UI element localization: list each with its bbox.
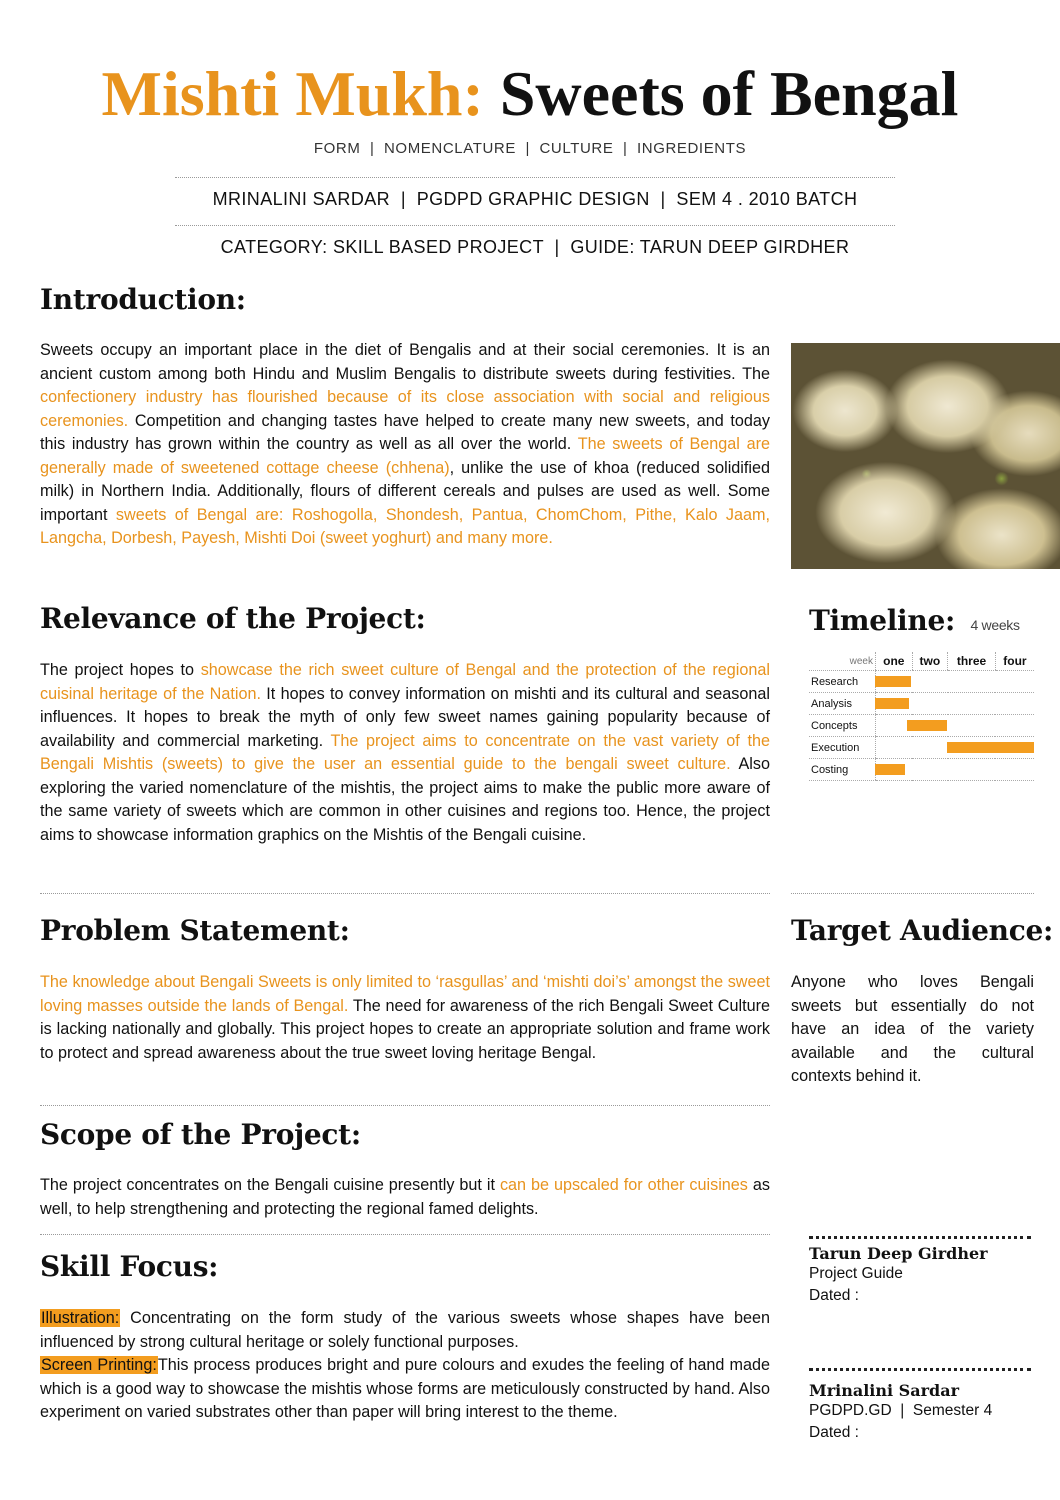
problem-heading: Problem Statement: <box>40 914 350 947</box>
timeline-bar-analysis <box>875 698 909 709</box>
timeline-bar-execution <box>947 742 1034 753</box>
section-divider-left-3 <box>40 1234 770 1235</box>
timeline-bar-research <box>875 676 911 687</box>
sweets-photo <box>791 343 1060 569</box>
skill-text: Illustration: Concentrating on the form study of the various sweets whose shapes have been influenced by strong cultural heritage or solely functional purposes. Screen Printing:This process produces bright and pure colours and exudes the feeling of hand made which is a good way to showcase the mishtis whose forms are meticulously constructed by hand. Also experiment on varied substrates other than paper will bring interest to the theme. <box>40 1309 770 1421</box>
skill-label-screen-printing: Screen Printing: <box>41 1356 157 1374</box>
title-main: Sweets of Bengal <box>499 58 959 129</box>
guide-signature-line <box>809 1236 1031 1239</box>
task-research: Research <box>809 671 876 693</box>
skill-label-illustration: Illustration: <box>41 1309 120 1327</box>
problem-text: The knowledge about Bengali Sweets is only limited to ‘rasgullas’ and ‘mishti doi’s’ amongst the sweet loving masses outside the lands of Bengal. The need for awareness of the rich Bengali Sweet Culture is lacking nationally and globally. This project hopes to create an appropriate solution and frame work to protect and spread awareness about the true sweet loving heritage Bengal. <box>40 973 770 1062</box>
audience-heading: Target Audience: <box>791 914 1053 947</box>
section-divider-left-2 <box>40 1105 770 1106</box>
header-divider-2 <box>175 225 895 226</box>
guide-role: Project Guide <box>809 1265 903 1282</box>
timeline-chart <box>809 652 1034 781</box>
relevance-text: The project hopes to showcase the rich sweet culture of Bengal and the protection of the regional cuisinal heritage of the Nation. It hopes to convey information on mishti and its cultural and seasonal influences. It hopes to break the myth of only few sweet names gaining popularity because of availability and commercial marketing. The project aims to concentrate on the vast variety of the Bengali Mishtis (sweets) to give the user an essential guide to the bengali sweet culture. Also exploring the varied nomenclature of the mishtis, the project aims to make the public more aware of the same variety of sweets which are common in other cuisines and regions too. Hence, the project aims to showcase information graphics on the Mishtis of the Bengali cuisine. <box>40 661 771 844</box>
week-four: four <box>995 652 1034 671</box>
student-role: PGDPD.GD | Semester 4 <box>809 1402 993 1419</box>
audience-text: Anyone who loves Bengali sweets but essentially do not have an idea of the variety available and the cultural contexts behind it. <box>791 973 1034 1085</box>
student-name: Mrinalini Sardar <box>809 1381 959 1400</box>
scope-heading: Scope of the Project: <box>40 1118 361 1151</box>
guide-signature-block <box>809 1244 988 1307</box>
student-signature-block <box>809 1381 992 1444</box>
task-concepts: Concepts <box>809 715 876 737</box>
skill-heading: Skill Focus: <box>40 1250 219 1283</box>
author-line: MRINALINI SARDAR | PGDPD GRAPHIC DESIGN | SEM 4 . 2010 BATCH <box>212 189 858 209</box>
week-one: one <box>876 652 913 671</box>
relevance-heading: Relevance of the Project: <box>40 602 426 635</box>
task-execution: Execution <box>809 737 876 759</box>
task-analysis: Analysis <box>809 693 876 715</box>
guide-name: Tarun Deep Girdher <box>809 1244 988 1263</box>
task-costing: Costing <box>809 759 876 781</box>
introduction-text: Sweets occupy an important place in the diet of Bengalis and at their social ceremonies. It is an ancient custom among both Hindu and Muslim Bengalis to distribute sweets during festivities. The confectionery industry has flourished because of its close association with social and religious ceremonies. Competition and changing tastes have helped to create many new sweets, and today this industry has grown within the country as well as all over the world. The sweets of Bengal are generally made of sweetened cottage cheese (chhena), unlike the use of khoa (reduced solidified milk) in Northern India. Additionally, flours of different cereals and pulses are used as well. Some important sweets of Bengal are: Roshogolla, Shondesh, Pantua, ChomChom, Pithe, Kalo Jaam, Langcha, Dorbesh, Payesh, Mishti Doi (sweet yoghurt) and many more. <box>40 341 770 547</box>
guide-dated: Dated : <box>809 1287 859 1304</box>
timeline-duration: 4 weeks <box>970 617 1020 633</box>
subtitle-topics: FORM | NOMENCLATURE | CULTURE | INGREDIENTS <box>313 140 747 157</box>
scope-text: The project concentrates on the Bengali cuisine presently but it can be upscaled for other cuisines as well, to help strengthening and protecting the regional famed delights. <box>40 1176 770 1218</box>
category-line: CATEGORY: SKILL BASED PROJECT | GUIDE: TARUN DEEP GIRDHER <box>220 237 850 257</box>
section-divider-left-1 <box>40 893 770 894</box>
timeline-heading: Timeline: 4 weeks <box>809 604 1020 637</box>
timeline-bar-costing <box>875 764 905 775</box>
page-title <box>0 58 1060 129</box>
section-divider-right-1 <box>791 893 1034 894</box>
student-signature-line <box>809 1368 1031 1371</box>
header-divider-1 <box>175 177 895 178</box>
introduction-heading: Introduction: <box>40 283 246 316</box>
week-three: three <box>948 652 996 671</box>
week-two: two <box>912 652 948 671</box>
week-label: week <box>809 652 876 671</box>
student-dated: Dated : <box>809 1424 859 1441</box>
timeline-bar-concepts <box>907 720 947 731</box>
title-accent: Mishti Mukh: <box>101 58 484 129</box>
